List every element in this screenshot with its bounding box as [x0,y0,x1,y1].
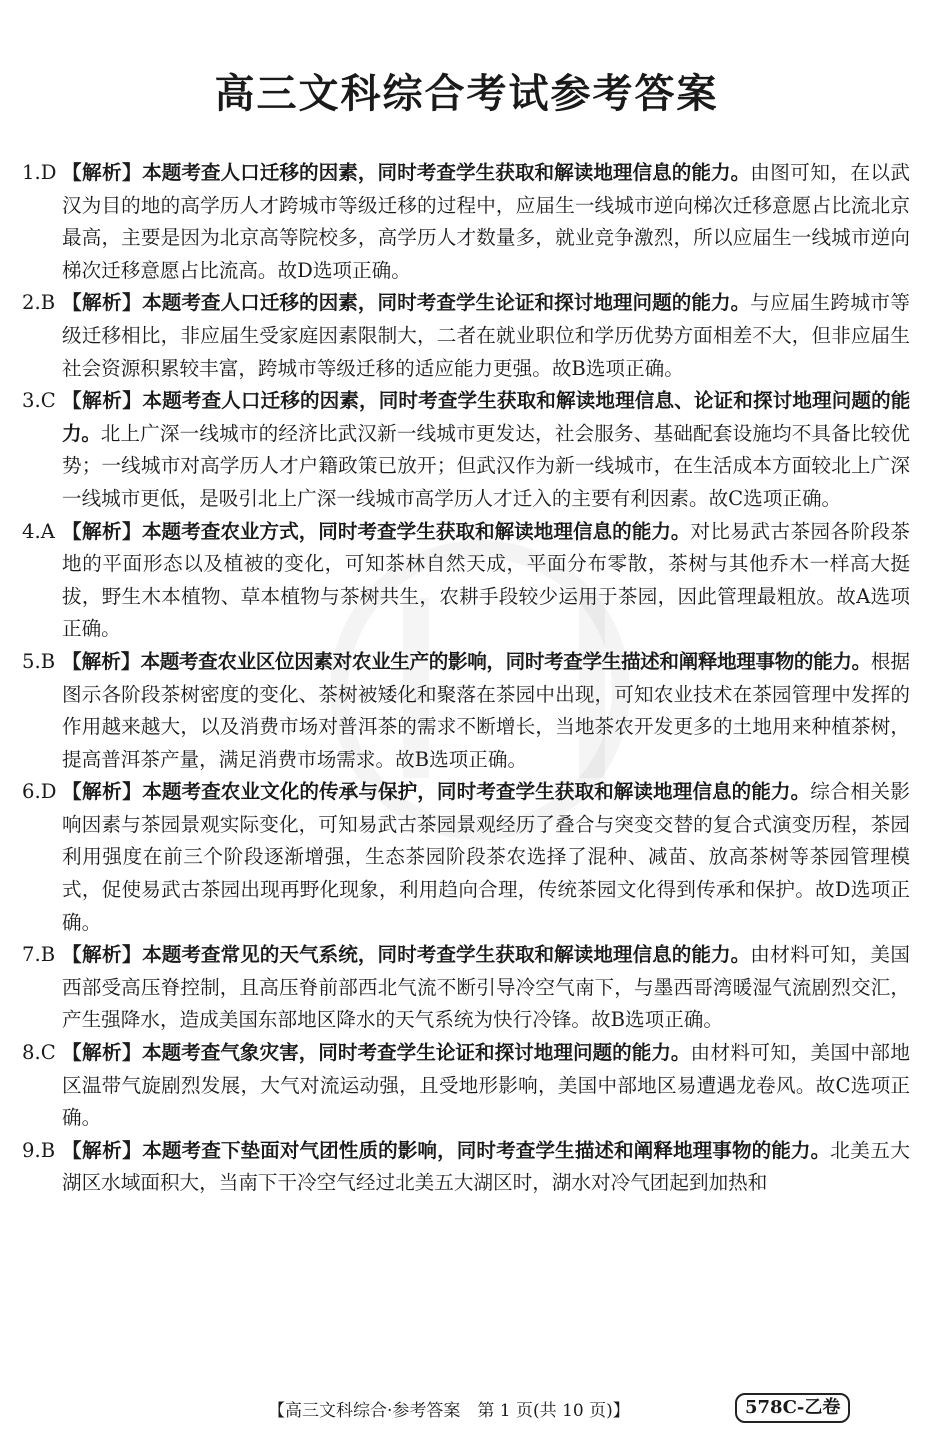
answer-item-5 [22,646,910,776]
analysis-lead: 本题考查农业方式，同时考查学生获取和解读地理信息的能力。 [141,519,691,543]
item-number: 2.B [22,291,56,315]
analysis-lead: 本题考查人口迁移的因素，同时考查学生论证和探讨地理问题的能力。 [142,291,751,315]
analysis-body: 对比易武古茶园各阶段茶地的平面形态以及植被的变化，可知茶林自然天成，平面分布零散，茶树与其他乔木一样高大挺拔，野生木本植物、草本植物与茶树共生，农耕手段较少运用于茶园，因此管理最粗放。故A选项正确。 [62,519,910,641]
analysis-lead: 本题考查常见的天气系统，同时考查学生获取和解读地理信息的能力。 [142,943,751,967]
item-number: 3.C [22,389,56,413]
page-title: 高三文科综合考试参考答案 [214,71,719,117]
answer-item-3 [22,385,910,515]
analysis-body: 综合相关影响因素与茶园景观实际变化，可知易武古茶园景观经历了叠合与突变交替的复合式演变历程，茶园利用强度在前三个阶段逐渐增强，生态茶园阶段茶农选择了混种、减苗、放高茶树等茶园管理模式，促使易武古茶园出现再野化现象，利用趋向合理，传统茶园文化得到传承和保护。故D选项正确。 [62,780,911,934]
answer-item-2 [22,287,910,385]
item-number: 9.B [22,1138,56,1162]
analysis-tag: 【解析】 [62,291,143,315]
answer-item-1 [22,157,910,287]
analysis-lead: 本题考查农业文化的传承与保护，同时考查学生获取和解读地理信息的能力。 [142,780,811,804]
page-footer: 【高三文科综合·参考答案 第 1 页(共 10 页)】 [268,1401,630,1421]
analysis-lead: 本题考查下垫面对气团性质的影响，同时考查学生描述和阐释地理事物的能力。 [142,1138,831,1162]
analysis-tag: 【解析】 [62,649,141,673]
analysis-tag: 【解析】 [62,161,143,184]
answer-list [22,157,910,1200]
analysis-lead: 本题考查气象灾害，同时考查学生论证和探讨地理问题的能力。 [141,1041,691,1065]
analysis-body: 与应届生跨城市等级迁移相比，非应届生受家庭因素限制大，二者在就业职位和学历优势方面相差不大，但非应届生社会资源积累较丰富，跨城市等级迁移的适应能力更强。故B选项正确。 [62,291,910,380]
analysis-body: 北上广深一线城市的经济比武汉新一线城市更发达，社会服务、基础配套设施均不具备比较优势；一线城市对高学历人才户籍政策已放开；但武汉作为新一线城市，在生活成本方面较北上广深一线城市更低，是吸引北上广深一线城市高学历人才迁入的主要有利因素。故C选项正确。 [62,421,910,510]
analysis-lead: 本题考查人口迁移的因素，同时考查学生获取和解读地理信息、论证和探讨地理问题的能力。 [62,389,911,445]
paper-code-badge: 578C-乙卷 [735,1393,850,1423]
answer-item-7 [22,939,910,1037]
analysis-tag: 【解析】 [62,1138,143,1162]
analysis-body: 由材料可知，美国中部地区温带气旋剧烈发展，大气对流运动强，且受地形影响，美国中部地区易遭遇龙卷风。故C选项正确。 [62,1041,910,1130]
analysis-tag: 【解析】 [62,1041,142,1065]
item-number: 5.B [22,649,56,673]
analysis-lead: 本题考查农业区位因素对农业生产的影响，同时考查学生描述和阐释地理事物的能力。 [140,649,871,673]
analysis-body: 根据图示各阶段茶树密度的变化、茶树被矮化和聚落在茶园中出现，可知农业技术在茶园管理中发挥的作用越来越大，以及消费市场对普洱茶的需求不断增长，当地茶农开发更多的土地用来种植茶树，提高普洱茶产量，满足消费市场需求。故B选项正确。 [62,649,911,771]
answer-item-4 [22,516,910,646]
item-number: 4.A [22,519,55,543]
answer-item-9 [22,1135,910,1200]
analysis-body: 由材料可知，美国西部受高压脊控制，且高压脊前部西北气流不断引导冷空气南下，与墨西哥湾暖湿气流剧烈交汇，产生强降水，造成美国东部地区降水的天气系统为快行冷锋。故B选项正确。 [62,943,910,1032]
item-number: 6.D [22,780,57,804]
analysis-lead: 本题考查人口迁移的因素，同时考查学生获取和解读地理信息的能力。 [142,161,751,184]
item-number: 8.C [22,1041,56,1065]
item-number: 7.B [22,943,56,967]
analysis-body: 北美五大湖区水域面积大，当南下干冷空气经过北美五大湖区时，湖水对冷气团起到加热和 [62,1138,911,1195]
analysis-tag: 【解析】 [62,519,142,543]
analysis-tag: 【解析】 [62,943,143,967]
item-number: 1.D [22,161,57,184]
analysis-tag: 【解析】 [62,389,143,413]
answer-item-8 [22,1037,910,1135]
analysis-tag: 【解析】 [62,780,143,804]
analysis-body: 由图可知，在以武汉为目的地的高学历人才跨城市等级迁移的过程中，应届生一线城市逆向梯次迁移意愿占比流北京最高，主要是因为北京高等院校多，高学历人才数量多，就业竞争激烈，所以应届生一线城市逆向梯次迁移意愿占比流高。故D选项正确。 [62,161,910,282]
answer-item-6 [22,776,910,939]
